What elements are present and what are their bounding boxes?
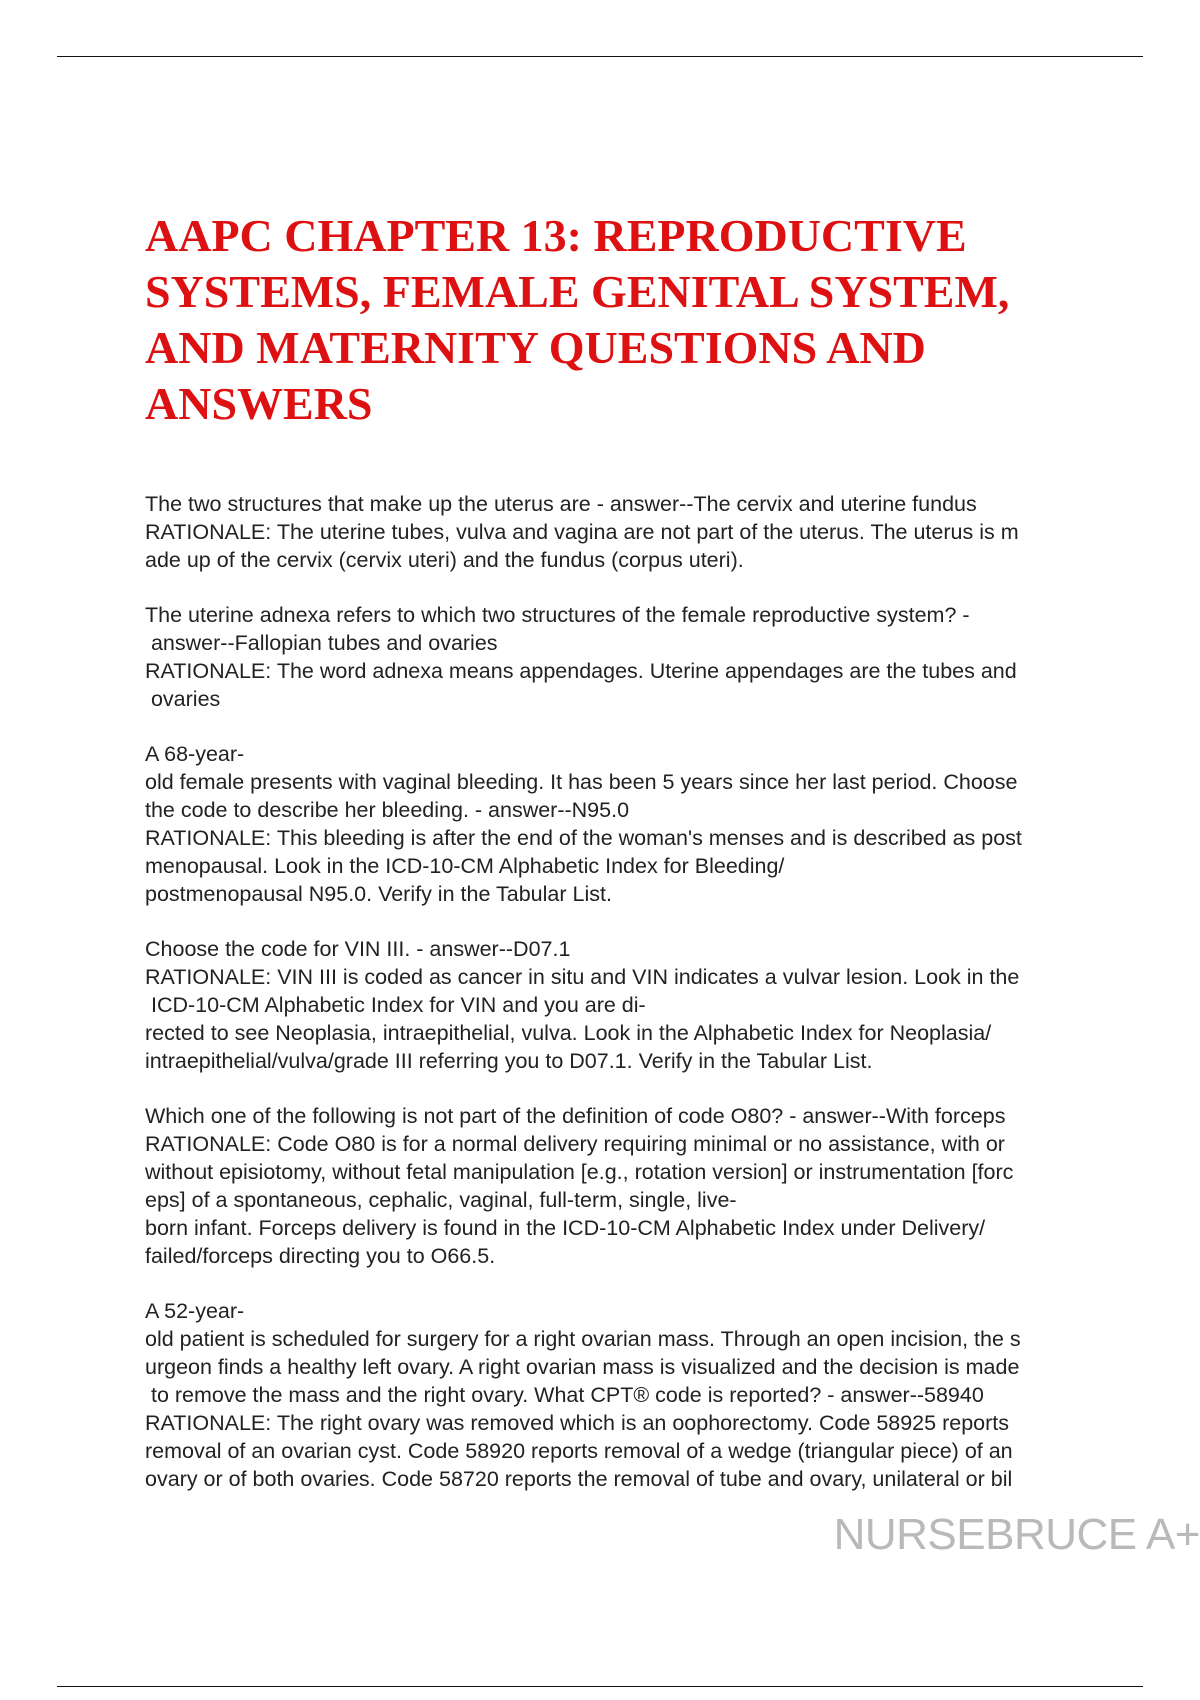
qa-block [145, 601, 1135, 713]
text-line: urgeon finds a healthy left ovary. A right ovarian mass is visualized and the decision is made [145, 1355, 1020, 1379]
text-line: RATIONALE: The right ovary was removed which is an oophorectomy. Code 58925 reports [145, 1411, 1009, 1435]
bottom-rule [57, 1686, 1143, 1687]
qa-content [145, 490, 1135, 1520]
qa-block [145, 740, 1135, 908]
text-line: Choose the code for VIN III. - answer--D07.1 [145, 937, 571, 961]
text-line: without episiotomy, without fetal manipulation [e.g., rotation version] or instrumentation [forc [145, 1160, 1014, 1184]
text-line: the code to describe her bleeding. - answer--N95.0 [145, 798, 630, 822]
text-line: old patient is scheduled for surgery for a right ovarian mass. Through an open incision, the s [145, 1327, 1021, 1351]
text-line: born infant. Forceps delivery is found in the ICD-10-CM Alphabetic Index under Delivery/ [145, 1216, 986, 1240]
qa-block [145, 490, 1135, 574]
text-line: RATIONALE: The word adnexa means appendages. Uterine appendages are the tubes and [145, 659, 1017, 683]
text-line: old female presents with vaginal bleeding. It has been 5 years since her last period. Choose [145, 770, 1018, 794]
title-line: SYSTEMS, FEMALE GENITAL SYSTEM, [145, 266, 1010, 317]
text-line: RATIONALE: The uterine tubes, vulva and vagina are not part of the uterus. The uterus is m [145, 520, 1019, 544]
text-line: Which one of the following is not part of the definition of code O80? - answer--With forceps [145, 1104, 1006, 1128]
page-title [145, 208, 1105, 432]
text-line: A 52-year- [145, 1299, 245, 1323]
text-line: The two structures that make up the uterus are - answer--The cervix and uterine fundus [145, 492, 977, 516]
text-line: answer--Fallopian tubes and ovaries [145, 631, 498, 655]
watermark: NURSEBRUCE A+ [833, 1510, 1200, 1559]
text-line: failed/forceps directing you to O66.5. [145, 1244, 496, 1268]
qa-block [145, 935, 1135, 1075]
text-line: to remove the mass and the right ovary. What CPT® code is reported? - answer--58940 [145, 1383, 984, 1407]
text-line: RATIONALE: VIN III is coded as cancer in situ and VIN indicates a vulvar lesion. Look in the [145, 965, 1020, 989]
text-line: The uterine adnexa refers to which two structures of the female reproductive system? - [145, 603, 970, 627]
title-line: AND MATERNITY QUESTIONS AND [145, 322, 926, 373]
qa-block [145, 1297, 1135, 1493]
text-line: eps] of a spontaneous, cephalic, vaginal, full-term, single, live- [145, 1188, 737, 1212]
text-line: menopausal. Look in the ICD-10-CM Alphabetic Index for Bleeding/ [145, 854, 785, 878]
title-line: AAPC CHAPTER 13: REPRODUCTIVE [145, 210, 967, 261]
text-line: removal of an ovarian cyst. Code 58920 reports removal of a wedge (triangular piece) of an [145, 1439, 1013, 1463]
text-line: RATIONALE: This bleeding is after the end of the woman's menses and is described as post [145, 826, 1022, 850]
text-line: ICD-10-CM Alphabetic Index for VIN and you are di- [145, 993, 646, 1017]
top-rule [57, 56, 1143, 57]
text-line: ade up of the cervix (cervix uteri) and the fundus (corpus uteri). [145, 548, 744, 572]
text-line: A 68-year- [145, 742, 245, 766]
text-line: rected to see Neoplasia, intraepithelial, vulva. Look in the Alphabetic Index for Neoplasia/ [145, 1021, 992, 1045]
text-line: intraepithelial/vulva/grade III referring you to D07.1. Verify in the Tabular List. [145, 1049, 873, 1073]
text-line: RATIONALE: Code O80 is for a normal delivery requiring minimal or no assistance, with or [145, 1132, 1005, 1156]
title-line: ANSWERS [145, 378, 373, 429]
text-line: postmenopausal N95.0. Verify in the Tabular List. [145, 882, 612, 906]
qa-block [145, 1102, 1135, 1270]
text-line: ovary or of both ovaries. Code 58720 reports the removal of tube and ovary, unilateral or bil [145, 1467, 1013, 1491]
text-line: ovaries [145, 687, 221, 711]
